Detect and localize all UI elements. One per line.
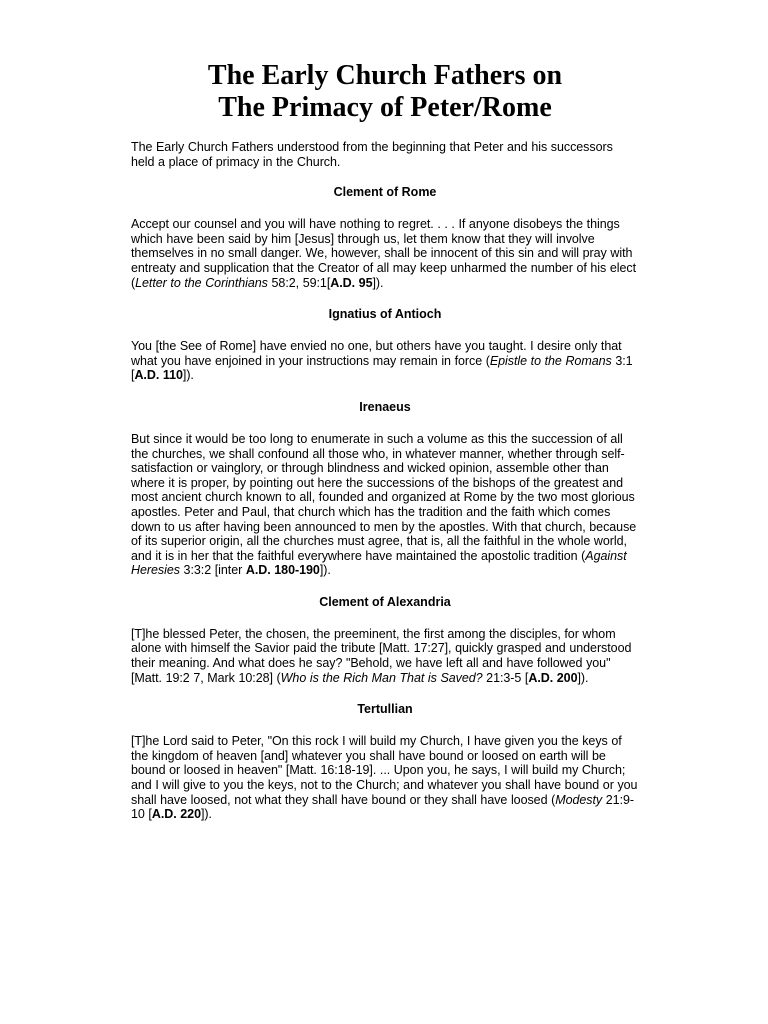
quote-text: You [the See of Rome] have envied no one, but others have you taught. I desire only that what you have enjoined in your instructions may remain in force ( [131, 339, 622, 368]
quote-text: But since it would be too long to enumerate in such a volume as this the succession of all the churches, we shall confound all those who, in whatever manner, whether through self-satisfaction or vainglory, or through blindness and wicked opinion, assemble other than where it is proper, by pointing out here the successions of the bishops of the greatest and most ancient church known to all, founded and organized at Rome by the two most glorious apostles. Peter and Paul, that church which has the tradition and the faith which comes down to us after having been announced to men by the apostles. With that church, because of its superior origin, all the churches must agree, that is, all the faithful in the whole world, and it is in her that the faithful everywhere have maintained the apostolic tradition ( [131, 431, 637, 563]
title-line-1: The Early Church Fathers on [207, 60, 563, 91]
citation-end: ]). [577, 670, 589, 685]
section-irenaeus [131, 400, 639, 578]
citation-date: A.D. 220 [151, 807, 201, 822]
work-title: Letter to the Corinthians [135, 275, 268, 290]
title-line-2: The Primacy of Peter/Rome [218, 92, 552, 123]
section-quote [131, 432, 639, 578]
section-tertullian [131, 702, 639, 822]
section-heading: Clement of Rome [333, 185, 437, 200]
page-title [131, 60, 639, 124]
citation-date: A.D. 180-190 [245, 563, 320, 578]
section-heading: Irenaeus [359, 399, 411, 414]
document-page [131, 60, 639, 822]
work-title: Who is the Rich Man That is Saved? [280, 670, 483, 685]
citation-ref: 21:9-10 [ [131, 792, 635, 822]
citation-ref: 58:2, 59:1[ [267, 275, 331, 290]
quote-text: [T]he Lord said to Peter, "On this rock I will build my Church, I have given you the keys of the kingdom of heaven [and] whatever you shall have bound or loosed on earth will be bound or loosed in heaven" [Matt. 16:18-19]. ... Upon you, he says, I will build my Church; and I will give to you the keys, not to the Church; and whatever you shall have bound or you shall have loosed, not what they shall have bound or they shall have loosed ( [131, 734, 638, 807]
section-quote [131, 217, 639, 290]
section-heading: Tertullian [357, 702, 413, 717]
citation-ref: 3:3:2 [inter [179, 563, 246, 578]
citation-ref: 3:1 [ [131, 353, 633, 383]
work-title: Epistle to the Romans [489, 353, 612, 368]
section-quote [131, 734, 639, 822]
section-heading: Ignatius of Antioch [328, 307, 442, 322]
quote-text: Accept our counsel and you will have nothing to regret. . . . If anyone disobeys the things which have been said by him [Jesus] through us, let them know that they will involve themselves in no small danger. We, however, shall be innocent of this sin and will pray with entreaty and supplication that the Creator of all may keep unharmed the number of his elect ( [131, 217, 636, 290]
work-title: Modesty [555, 792, 603, 807]
section-quote [131, 339, 639, 383]
intro-paragraph: The Early Church Fathers understood from the beginning that Peter and his successors held a place of primacy in the Church. [131, 140, 613, 169]
citation-date: A.D. 95 [330, 275, 373, 290]
citation-end: ]). [372, 275, 384, 290]
section-clement-of-alexandria [131, 595, 639, 685]
section-quote [131, 627, 639, 685]
work-title: Against Heresies [131, 548, 627, 578]
section-ignatius-of-antioch [131, 307, 639, 383]
citation-date: A.D. 200 [528, 670, 578, 685]
section-clement-of-rome [131, 185, 639, 290]
section-heading: Clement of Alexandria [319, 594, 451, 609]
citation-end: ]). [182, 368, 194, 383]
quote-text: [T]he blessed Peter, the chosen, the preeminent, the first among the disciples, for whom alone with himself the Savior paid the tribute [Matt. 17:27], quickly grasped and understood their meaning. And what does he say? "Behold, we have left all and have followed you" [Matt. 19:2 7, Mark 10:28] ( [131, 626, 632, 685]
citation-end: ]). [319, 563, 331, 578]
citation-date: A.D. 110 [134, 368, 183, 383]
citation-ref: 21:3-5 [ [482, 670, 529, 685]
citation-end: ]). [201, 807, 212, 822]
